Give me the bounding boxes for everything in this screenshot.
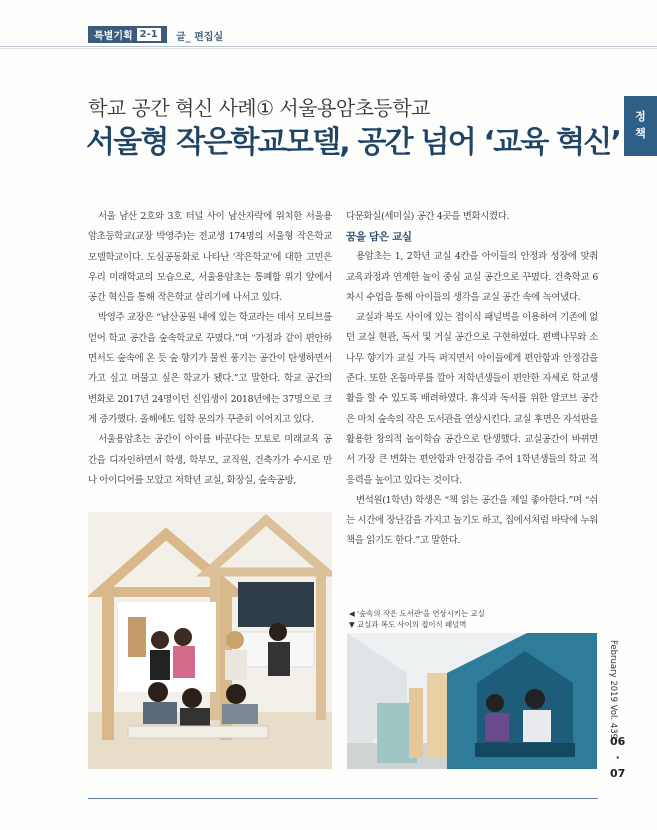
paragraph: 서울용암초는 공간이 아이를 바꾼다는 모토로 미래교육 공간을 디자인하면서 학생, 학부모, 교직원, 건축가가 수시로 만나 아이디어를 모았고 저학년 교실, 화장실, 숲속공방,	[88, 434, 332, 486]
footer-divider	[88, 798, 598, 799]
issue-info-vertical	[602, 640, 632, 740]
page-number-left: 06	[610, 735, 626, 748]
article-column-left	[88, 207, 332, 491]
category-tab-char-1: 정	[635, 110, 646, 123]
photo-captions	[349, 608, 485, 630]
paragraph-continued: 다문화실(세미실) 공간 4곳을 변화시켰다.	[346, 211, 510, 222]
header-divider-secondary	[0, 48, 657, 49]
category-tab-char-2: 책	[635, 127, 646, 140]
byline: 글_ 편집실	[176, 32, 224, 43]
page-number-separator: ·	[615, 751, 620, 764]
section-heading: 꿈을 담은 교실	[346, 231, 412, 244]
article-title: 서울형 작은학교모델, 공간 넘어 ‘교육 혁신’	[86, 125, 621, 160]
page-number-right: 07	[610, 767, 626, 780]
header-divider	[0, 46, 657, 47]
article-subtitle: 학교 공간 혁신 사례① 서울용암초등학교	[88, 96, 430, 120]
paragraph: 변석원(1학년) 학생은 “책 읽는 공간을 제일 좋아한다.”며 “쉬는 시간에 장난감을 가지고 놀기도 하고, 집에서처럼 바닥에 누워 책을 읽기도 한다.”고 말한다.	[346, 494, 598, 547]
paragraph: 용암초는 1, 2학년 교실 4칸을 아이들의 안정과 성장에 맞춰 교육과정과 연계한 놀이 중심 교실 공간으로 꾸몄다. 건축학교 6차시 수업을 통해 아이들의 생각을 교실 공간 속에 녹여냈다.	[346, 251, 598, 303]
section-label: 특별기획	[94, 31, 133, 42]
caption-panel-wall: ▼ 교실과 복도 사이의 접이식 패널벽	[349, 620, 467, 629]
paragraph: 서울 남산 2호와 3호 터널 사이 남산자락에 위치한 서울용암초등학교(교장 박영주)는 전교생 174명의 서울형 작은학교 모델학교이다. 도심공동화로 나타난 '작은학교'에 대한 고민은 우리 미래학교의 모습으로, 서울용암초는 통폐합 위기 앞에서 공간 혁신을 통해 작은학교 살리기에 나서고 있다.	[88, 211, 332, 304]
page-numbers	[610, 734, 625, 782]
classroom-photo	[88, 512, 332, 769]
paragraph: 박영주 교장은 “남산공원 내에 있는 학교라는 데서 모티브를 얻어 학교 공간을 숲속학교로 꾸몄다.”며 “가정과 같이 편안하면서도 숲속에 온 듯 숲 향기가 물씬 풍기는 공간이 탄생하면서 가고 싶고 머물고 싶은 학교가 됐다.”고 말한다. 학교 공간의 변화로 2017년 24명이던 신입생이 2018년에는 37명으로 크게 증가했다. 올해에도 입학 문의가 꾸준히 이어지고 있다.	[88, 312, 332, 425]
category-side-tab	[624, 96, 657, 156]
article-column-right	[346, 207, 598, 552]
issue-label: February 2019 Vol. 439	[608, 640, 618, 740]
section-label-badge	[88, 26, 167, 43]
alcove-photo	[347, 633, 597, 769]
section-number: 2-1	[137, 28, 161, 41]
caption-classroom: ◀ '숲속의 작은 도서관'을 연상시키는 교실	[349, 609, 485, 618]
paragraph: 교실과 복도 사이에 있는 접이식 패널벽을 이용하여 기존에 없던 교실 현관, 독서 및 거실 공간으로 구현하였다. 편백나무와 소나무 향기가 교실 가득 퍼지면서 아이들에게 편안함과 안정감을 준다. 또한 온돌마루를 깔아 저학년생들이 편안한 자세로 학교생활을 할 수 있도록 배려하였다. 휴식과 독서를 위한 알코브 공간은 마치 숲속의 작은 도서관을 연상시킨다. 교실 후면은 자석판을 활용한 창의적 놀이학습 공간으로 탄생했다. 교실공간이 바뀌면서 가장 큰 변화는 편안함과 안정감을 주어 1학년생들의 학교 적응력을 높이고 있다는 것이다.	[346, 312, 598, 486]
